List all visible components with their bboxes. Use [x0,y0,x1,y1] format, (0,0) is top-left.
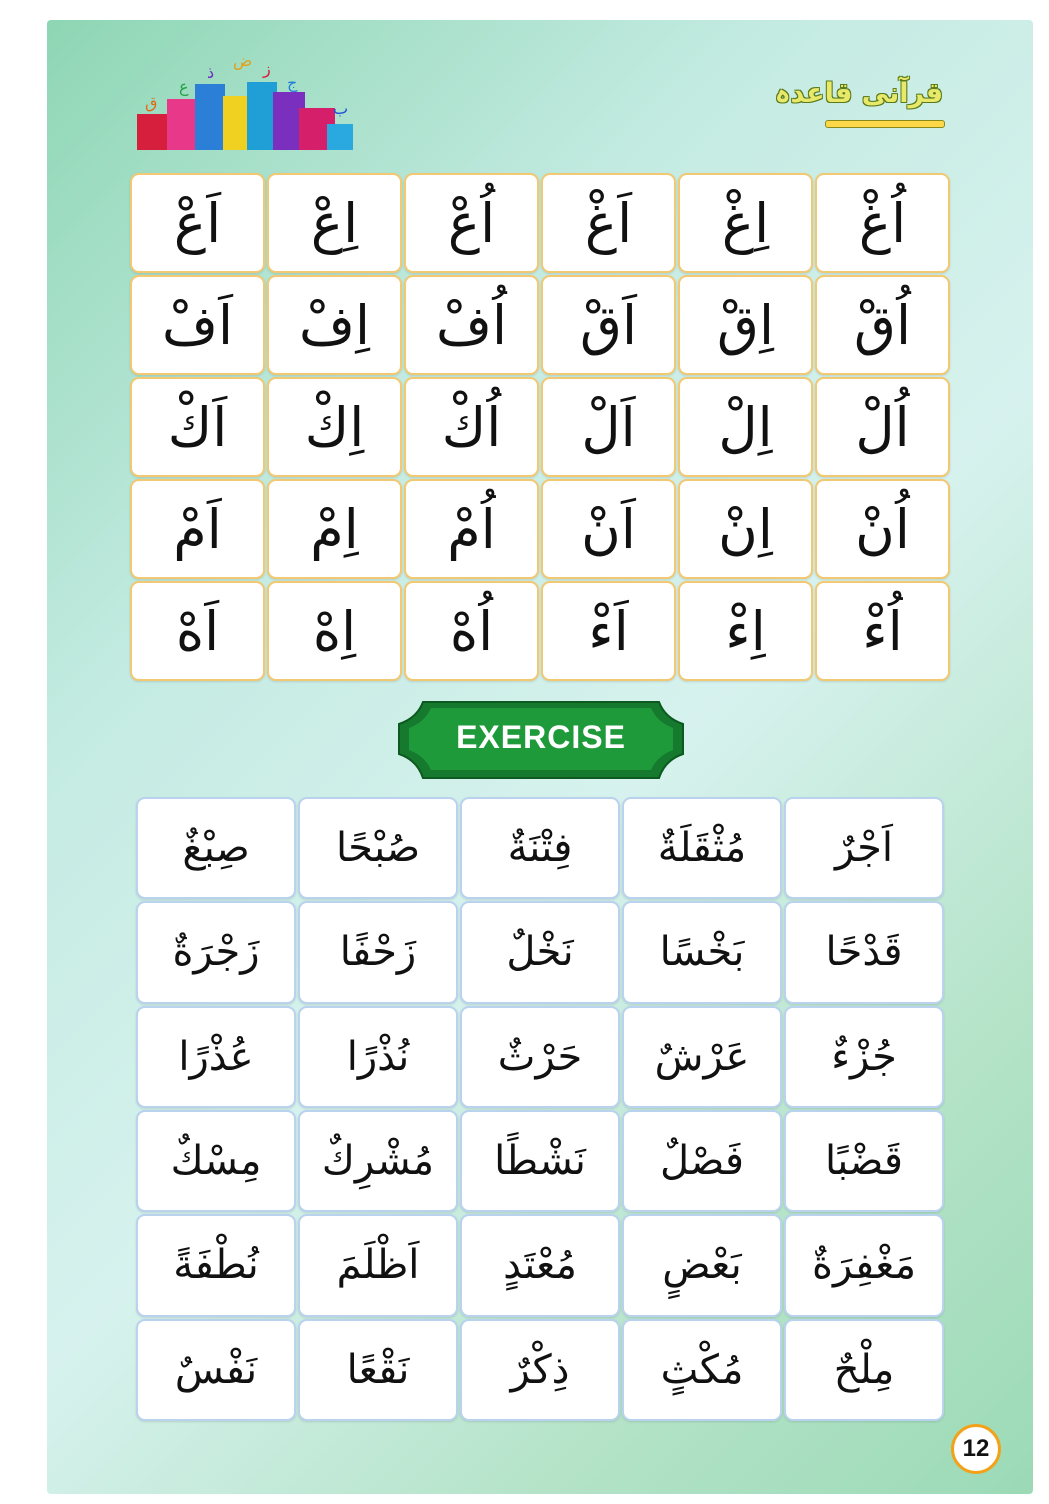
letter-cell: اُنْ [815,479,950,579]
exercise-grid [136,797,944,1421]
title-underline [825,120,945,128]
letter-cell: اَعْ [130,173,265,273]
letter-cell: اَغْ [541,173,676,273]
exercise-label: EXERCISE [456,718,626,755]
exercise-cell: حَرْثٌ [460,1006,620,1108]
letter-cell: اُغْ [815,173,950,273]
logo-letter: ض [233,51,253,70]
alphabet-blocks-logo [137,44,357,154]
letter-cell: اُلْ [815,377,950,477]
letter-cell: اُقْ [815,275,950,375]
exercise-cell: مُكْثٍ [622,1319,782,1421]
letter-cell: اَهْ [130,581,265,681]
letter-cell: اَفْ [130,275,265,375]
letter-cell: اُمْ [404,479,539,579]
exercise-cell: مِلْحٌ [784,1319,944,1421]
letter-cell: اَمْ [130,479,265,579]
page [47,20,1033,1494]
logo-letter: ع [179,77,189,96]
logo-letter: ق [145,93,158,112]
letter-cell: اِكْ [267,377,402,477]
exercise-cell: بَخْسًا [622,901,782,1003]
logo-letter: ب [333,99,349,118]
exercise-cell: قَدْحًا [784,901,944,1003]
exercise-cell: اَجْرٌ [784,797,944,899]
letter-cell: اَنْ [541,479,676,579]
letter-cell: اِعْ [267,173,402,273]
letter-cell: اَكْ [130,377,265,477]
exercise-cell: نَقْعًا [298,1319,458,1421]
exercise-cell: ذِكْرٌ [460,1319,620,1421]
exercise-cell: بَعْضٍ [622,1214,782,1316]
exercise-cell: نُذْرًا [298,1006,458,1108]
letter-cell: اِءْ [678,581,813,681]
exercise-cell: مَغْفِرَةٌ [784,1214,944,1316]
letter-cell: اَقْ [541,275,676,375]
exercise-cell: قَضْبًا [784,1110,944,1212]
exercise-cell: عُذْرًا [136,1006,296,1108]
letter-cell: اُفْ [404,275,539,375]
letter-cell: اُهْ [404,581,539,681]
exercise-cell: عَرْشٌ [622,1006,782,1108]
exercise-cell: نَخْلٌ [460,901,620,1003]
exercise-cell: مُشْرِكٌ [298,1110,458,1212]
letter-cell: اِغْ [678,173,813,273]
exercise-cell: جُزْءٌ [784,1006,944,1108]
letter-cell: اِفْ [267,275,402,375]
page-number: 12 [951,1424,1001,1474]
exercise-cell: فِتْنَةٌ [460,797,620,899]
exercise-cell: مُعْتَدٍ [460,1214,620,1316]
letters-grid [130,173,950,681]
exercise-cell: مِسْكٌ [136,1110,296,1212]
exercise-cell: اَظْلَمَ [298,1214,458,1316]
logo-letter: ذ [207,63,215,82]
letter-cell: اُءْ [815,581,950,681]
exercise-cell: مُثْقَلَةٌ [622,797,782,899]
letter-cell: اِقْ [678,275,813,375]
exercise-cell: زَحْفًا [298,901,458,1003]
logo-letter: ز [263,59,271,78]
letter-cell: اِهْ [267,581,402,681]
letter-cell: اَلْ [541,377,676,477]
exercise-cell: نَشْطًا [460,1110,620,1212]
letter-cell: اِنْ [678,479,813,579]
letter-cell: اُعْ [404,173,539,273]
exercise-cell: فَصْلٌ [622,1110,782,1212]
letter-cell: اِلْ [678,377,813,477]
letter-cell: اُكْ [404,377,539,477]
letter-cell: اِمْ [267,479,402,579]
exercise-cell: زَجْرَةٌ [136,901,296,1003]
logo-letter: ج [287,73,298,92]
book-title: قرآنی قاعدہ [774,78,943,109]
exercise-cell: صُبْحًا [298,797,458,899]
exercise-cell: نَفْسٌ [136,1319,296,1421]
exercise-cell: صِبْغٌ [136,797,296,899]
exercise-cell: نُطْفَةً [136,1214,296,1316]
letter-cell: اَءْ [541,581,676,681]
